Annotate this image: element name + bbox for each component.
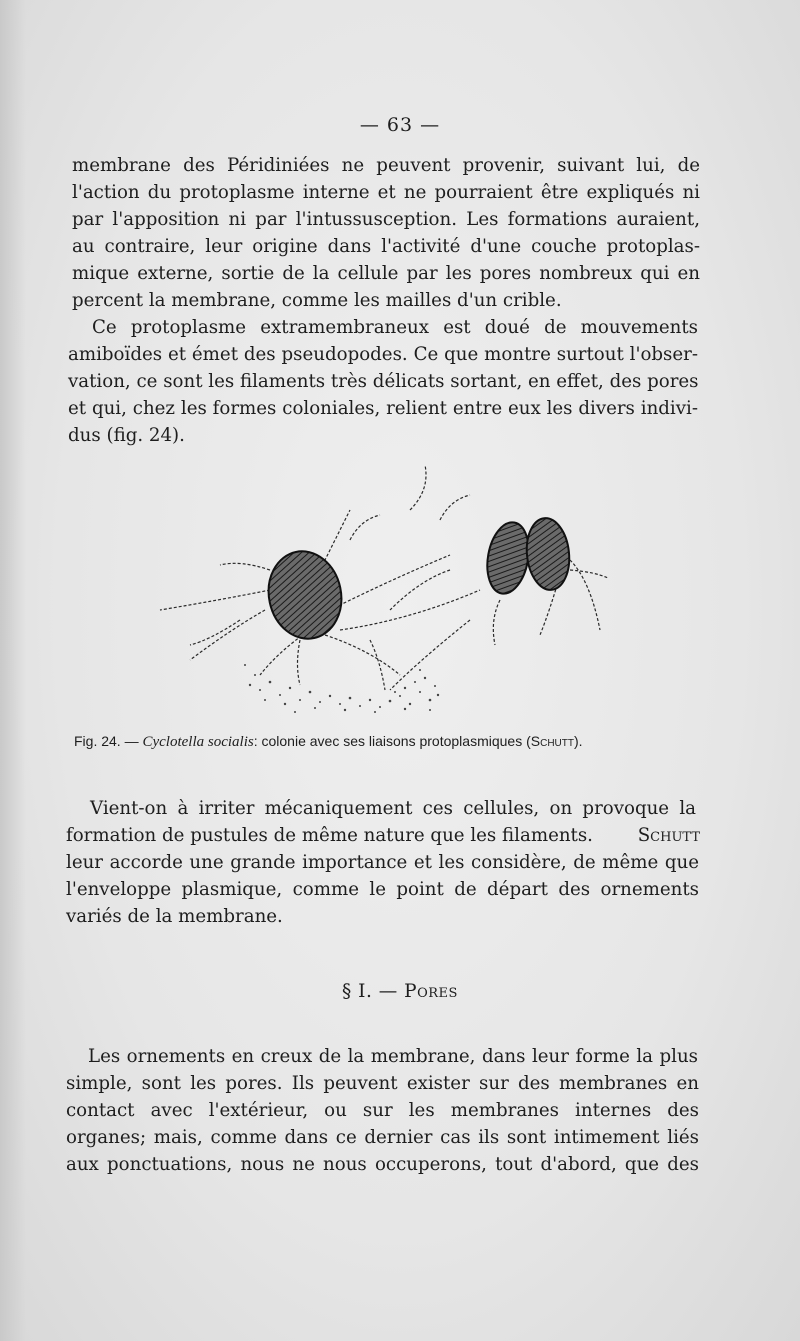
- text-line: Les ornements en creux de la membrane, dans leur forme la plus: [88, 1046, 698, 1067]
- figure-caption: Fig. 24. — Cyclotella socialis: colonie avec ses liaisons protoplasmiques (Schutt).: [74, 733, 583, 750]
- diatom-cell-left: [261, 544, 350, 645]
- text-line: et qui, chez les formes coloniales, relient entre eux les divers indivi-: [68, 398, 698, 419]
- page-number: — 63 —: [359, 114, 441, 136]
- caption-author: Schutt: [530, 733, 574, 749]
- text-line: par l'apposition ni par l'intussusception. Les formations auraient,: [72, 209, 700, 230]
- text-line: contact avec l'extérieur, ou sur les membranes internes des: [66, 1100, 699, 1121]
- page-edge-shadow: [0, 0, 26, 1341]
- stipple-cloud: [244, 664, 439, 713]
- text-line: vation, ce sont les filaments très délicats sortant, en effet, des pores: [68, 371, 699, 392]
- text-line: au contraire, leur origine dans l'activité d'une couche protoplas-: [72, 236, 700, 257]
- text-line: organes; mais, comme dans ce dernier cas ils sont intimement liés: [66, 1127, 699, 1148]
- text-line: leur accorde une grande importance et les considère, de même que: [66, 852, 699, 873]
- author-name: Schutt: [637, 825, 700, 846]
- text-line: aux ponctuations, nous ne nous occuperons, tout d'abord, que des: [66, 1154, 699, 1175]
- caption-description: : colonie avec ses liaisons protoplasmiques: [253, 733, 523, 749]
- text-line: dus (fig. 24).: [68, 425, 185, 446]
- section-title: Pores: [404, 981, 458, 1002]
- text-fragment: formation de pustules de même nature que les filaments.: [66, 825, 593, 846]
- text-line: amiboïdes et émet des pseudopodes. Ce que montre surtout l'obser-: [68, 344, 698, 365]
- text-line: l'enveloppe plasmique, comme le point de départ des ornements: [66, 879, 699, 900]
- species-name: Cyclotella socialis: [142, 734, 254, 750]
- section-heading: [0, 981, 800, 1002]
- caption-dash: —: [124, 733, 139, 749]
- diatom-cell-right-a: [482, 519, 534, 597]
- text-line: membrane des Péridiniées ne peuvent provenir, suivant lui, de: [72, 155, 700, 176]
- text-line: Ce protoplasme extramembraneux est doué de mouvements: [92, 317, 698, 338]
- text-line: l'action du protoplasme interne et ne pourraient être expliqués ni: [72, 182, 700, 203]
- section-number: § I.: [342, 981, 373, 1002]
- text-line: [66, 822, 700, 849]
- text-line: mique externe, sortie de la cellule par les pores nombreux qui en: [72, 263, 700, 284]
- text-line: Vient-on à irriter mécaniquement ces cellules, on provoque la: [90, 798, 696, 819]
- text-line: simple, sont les pores. Ils peuvent exister sur des membranes en: [66, 1073, 699, 1094]
- figure-illustration: [150, 460, 620, 722]
- diatom-cell-right-b: [523, 516, 572, 592]
- section-dash: —: [378, 981, 398, 1002]
- text-line: variés de la membrane.: [66, 906, 283, 927]
- text-line: percent la membrane, comme les mailles d'un crible.: [72, 290, 562, 311]
- figure-label: Fig. 24.: [74, 733, 121, 749]
